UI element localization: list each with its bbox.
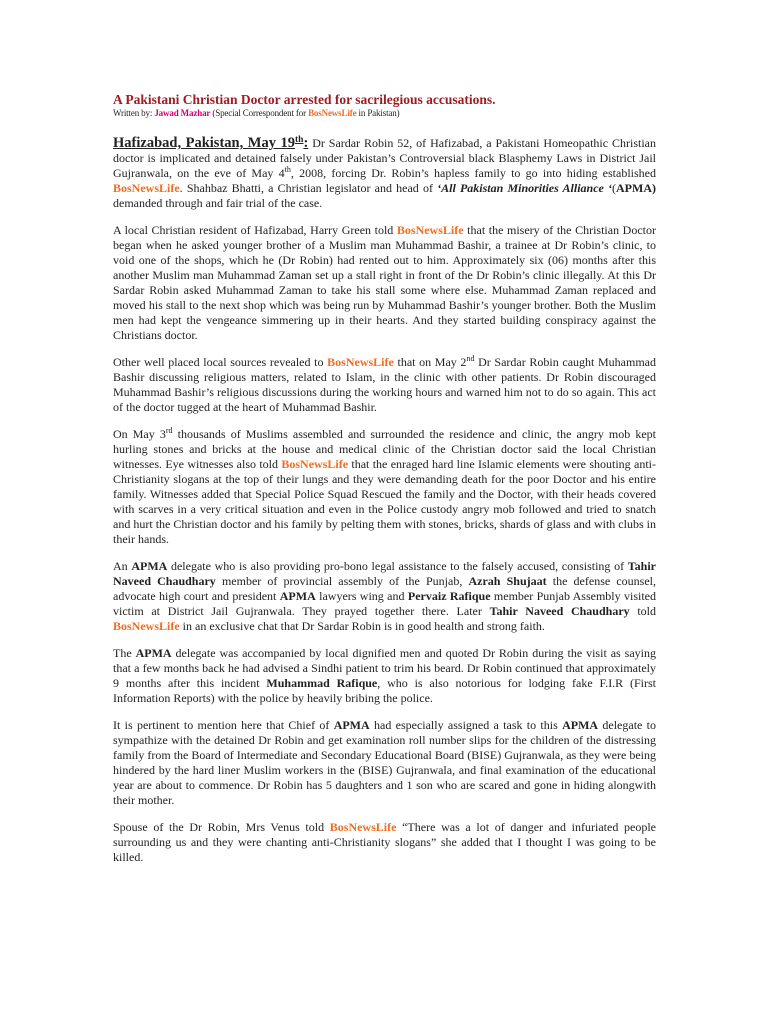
dateline-superscript: th xyxy=(294,135,304,145)
bold-text: Muhammad Rafique xyxy=(266,676,378,690)
bold-italic-text: ‘All Pakistan Minorities Alliance ‘ xyxy=(437,181,613,195)
text-run: demanded through and fair trial of the case. xyxy=(113,196,323,210)
bold-text: Tahir Naveed Chaudhary xyxy=(489,604,630,618)
text-run: Spouse of the Dr Robin, Mrs Venus told xyxy=(113,820,330,834)
text-run: An xyxy=(113,559,132,573)
text-run: that the enraged hard line Islamic elements were shouting anti-Christianity slogans at the top of their lungs and they were demanding death for the poor Doctor and his entire family. Witnesses added that Special Police Squad Rescued the family and the Doctor, with their heads covered with scarves in a very critical situation and even in the Police custody angry mob followed and tried to snatch and hurt the Christian doctor and his family by pelting them with stones, bricks, shards of glass and with clubs in their hands. xyxy=(113,457,656,546)
text-run: A local Christian resident of Hafizabad, Harry Green told xyxy=(113,223,397,237)
text-run: Other well placed local sources revealed to xyxy=(113,355,328,369)
text-run: ( xyxy=(612,181,617,195)
text-run: lawyers wing and xyxy=(315,589,408,603)
text-run: thousands of Muslims assembled and surrounded the residence and clinic, the angry mob kept hurling stones and bricks at the house and medical clinic of the Christian doctor said the local Christian witnesses. Eye witnesses also told xyxy=(113,427,656,471)
text-run: “There was a lot of danger and infuriated people surrounding us and they were chanting anti-Christianity slogans” she added that I thought I was going to be killed. xyxy=(113,820,656,864)
author-name: Jawad Mazhar xyxy=(154,108,211,118)
text-run: in Pakistan) xyxy=(356,108,400,118)
paragraph xyxy=(113,355,656,415)
article-title: A Pakistani Christian Doctor arrested for sacrilegious accusations. xyxy=(113,92,496,107)
bosnewslife-mention: BosNewsLife xyxy=(113,619,180,633)
text-run: The xyxy=(113,646,136,660)
bold-text: APMA xyxy=(333,718,370,732)
text-run: told xyxy=(629,604,657,618)
bosnewslife-mention: BosNewsLife xyxy=(396,223,464,237)
text-run: delegate who is also providing pro-bono legal assistance to the falsely accused, consisting of xyxy=(167,559,628,573)
text-run: the defense counsel, advocate high court and president xyxy=(113,574,656,603)
byline xyxy=(113,108,656,119)
text-run: Dr Sardar Robin 52, of Hafizabad, a Pakistani Homeopathic Christian doctor is implicated and detained falsely under Pakistan’s Controversial black Blasphemy Laws in District Jail Gujranwala, on the eve of May 4 xyxy=(113,136,656,180)
bosnewslife-mention: BosNewsLife xyxy=(327,355,394,369)
paragraph xyxy=(113,136,656,211)
bosnewslife-mention: BosNewsLife xyxy=(113,181,180,195)
paragraph xyxy=(113,718,656,808)
article xyxy=(113,92,656,877)
paragraph xyxy=(113,820,656,865)
bold-text: Tahir Naveed Chaudhary xyxy=(113,559,656,588)
article-body xyxy=(113,136,656,865)
text-run: that on May 2 xyxy=(393,355,467,369)
bosnewslife-mention: BosNewsLife xyxy=(308,108,357,118)
paragraph xyxy=(113,559,656,634)
paragraph xyxy=(113,646,656,706)
bold-text: APMA xyxy=(131,559,168,573)
dateline: : xyxy=(303,135,309,151)
bosnewslife-mention: BosNewsLife xyxy=(329,820,397,834)
bosnewslife-mention: BosNewsLife xyxy=(281,457,349,471)
bold-text: APMA xyxy=(279,589,316,603)
bold-text: Azrah Shujaat xyxy=(468,574,547,588)
bold-text: APMA) xyxy=(616,181,656,195)
superscript: nd xyxy=(466,354,475,363)
paragraph xyxy=(113,427,656,547)
text-run: Written by: xyxy=(113,108,155,118)
text-run: delegate was accompanied by local dignified men and quoted Dr Robin during the visit as saying that a few months back he had advised a Sindhi patient to trim his beard. Dr Robin continued that approximately 9 months after this incident xyxy=(113,646,656,690)
paragraph xyxy=(113,223,656,343)
text-run: member Punjab Assembly visited victim at District Jail Gujranwala. They prayed together there. Later xyxy=(113,589,656,618)
dateline: Hafizabad, Pakistan, May 19 xyxy=(113,135,295,151)
bold-text: APMA xyxy=(135,646,172,660)
text-run: . Shahbaz Bhatti, a Christian legislator and head of xyxy=(179,181,438,195)
text-run: , who is also notorious for lodging fake F.I.R (First Information Reports) with the police by heavily bribing the police. xyxy=(113,676,657,705)
superscript: th xyxy=(284,165,291,174)
text-run: that the misery of the Christian Doctor began when he asked younger brother of a Muslim man Muhammad Bashir, a trainee at Dr Robin’s clinic, to void one of the shops, which he (Dr Robin) had rented out to him. Approximately six (06) months after this another Muslim man Muhammad Zaman set up a stall right in front of the Dr Robin’s clinic illegally. At this Dr Sardar Robin asked Muhammad Zaman to take his stall some where else. Muhammad Zaman replaced and moved his stall to the next shop which was being run by Muhammad Bashir’s younger brother. Both the Muslim men had kept the vengeance simmering up in their hearts. And they started building conspiracy against the Christians doctor. xyxy=(113,223,656,342)
bold-text: APMA xyxy=(562,718,599,732)
text-run: It is pertinent to mention here that Chief of xyxy=(113,718,334,732)
text-run: , 2008, forcing Dr. Robin’s hapless family to go into hiding established xyxy=(290,166,656,180)
text-run: in an exclusive chat that Dr Sardar Robin is in good health and strong faith. xyxy=(179,619,545,633)
text-run: had especially assigned a task to this xyxy=(369,718,563,732)
text-run: (Special Correspondent for xyxy=(210,108,309,118)
text-run: delegate to sympathize with the detained Dr Robin and get examination roll number slips for the children of the distressing family from the Board of Intermediate and Secondary Educational Board (BISE) Gujranwala, as they were being hindered by the hard liner Muslim workers in the (BISE) Gujranwala, and final examination of the educational year are about to commence. Dr Robin has 5 daughters and 1 son who are scared and gone in hiding alongwith their mother. xyxy=(113,718,656,807)
superscript: rd xyxy=(165,426,173,435)
text-run: Dr Sardar Robin caught Muhammad Bashir discussing religious matters, related to Islam, in the clinic with other patients. Dr Robin discouraged Muhammad Bashir’s religious discussions during the working hours and warned him not to do so again. This act of the doctor tugged at the heart of Muhammad Bashir. xyxy=(113,355,656,414)
bold-text: Pervaiz Rafique xyxy=(407,589,491,603)
text-run: member of provincial assembly of the Punjab, xyxy=(215,574,469,588)
text-run: On May 3 xyxy=(113,427,166,441)
